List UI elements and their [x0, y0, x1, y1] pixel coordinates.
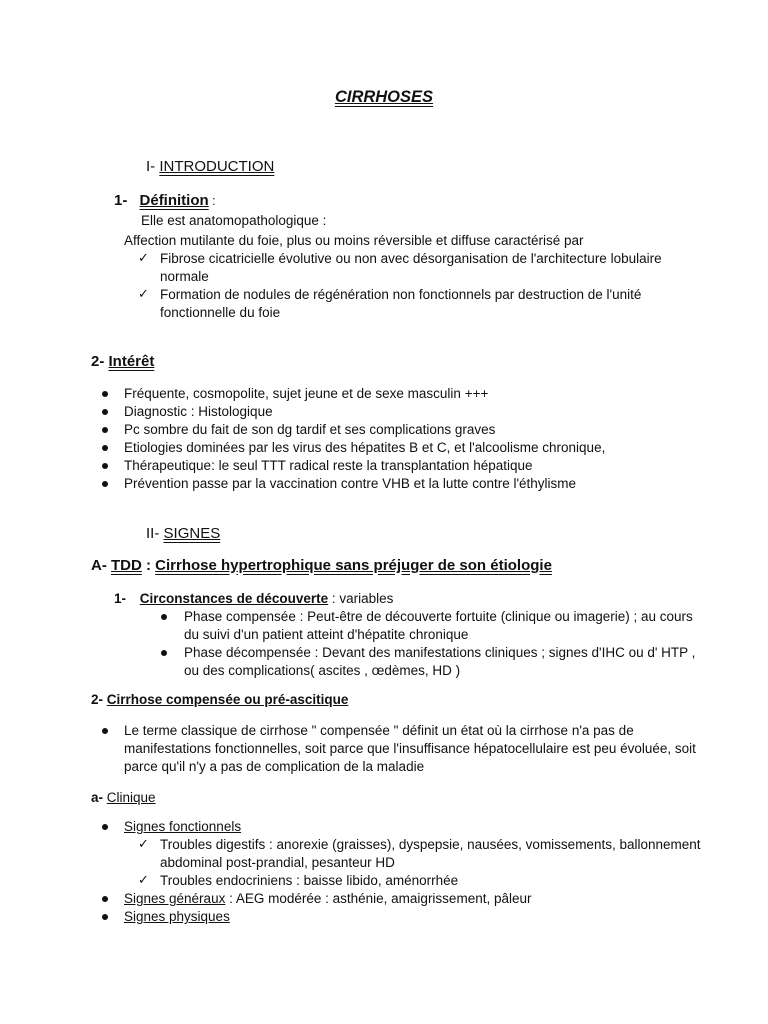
definition-check-1-line-1: Fibrose cicatricielle évolutive ou non avec désorganisation de l'architecture lobulaire	[160, 251, 662, 266]
signes-fonctionnels-label: Signes fonctionnels	[124, 819, 242, 834]
fonctionnels-check-1-line-2: abdominal post-prandial, pesanteur HD	[160, 855, 395, 870]
section-introduction-heading	[146, 158, 274, 176]
item-number: 2-	[91, 353, 105, 370]
circonstances-bullet-1-line-2: du suivi d'un patient atteint d'hépatite chronique	[184, 627, 469, 642]
section-title: INTRODUCTION	[159, 158, 275, 175]
interet-bullet-6: Prévention passe par la vaccination contre VHB et la lutte contre l'éthylisme	[124, 476, 577, 491]
item-number: 2-	[91, 692, 104, 707]
interet-bullet-1: Fréquente, cosmopolite, sujet jeune et de sexe masculin +++	[124, 386, 489, 401]
signes-generaux-label: Signes généraux	[124, 891, 226, 906]
section-signes-heading	[146, 525, 220, 543]
clinique-heading	[91, 789, 156, 807]
definition-check-2-line-2: fonctionnelle du foie	[160, 305, 281, 320]
bullet-icon	[102, 481, 108, 487]
bullet-icon	[102, 463, 108, 469]
bullet-icon	[102, 728, 108, 734]
bullet-icon	[161, 614, 167, 620]
bullet-icon	[102, 391, 108, 397]
document-title: CIRRHOSES	[334, 88, 434, 106]
interet-heading	[91, 353, 154, 371]
definition-heading	[114, 192, 216, 210]
section-number: II-	[146, 525, 160, 542]
signes-generaux-text: : AEG modérée : asthénie, amaigrissement, pâleur	[225, 891, 532, 906]
fonctionnels-check-1-line-1: Troubles digestifs : anorexie (graisses), dyspepsie, nausées, vomissements, ballonnement	[160, 837, 701, 852]
interet-bullet-4: Etiologies dominées par les virus des hépatites B et C, et l'alcoolisme chronique,	[124, 440, 606, 455]
definition-line-2: Affection mutilante du foie, plus ou moins réversible et diffuse caractérisé par	[124, 233, 584, 248]
item-number: 1-	[114, 192, 128, 209]
item-number: 1-	[114, 591, 127, 606]
circonstances-bullet-2-line-2: ou des complications( ascites , œdèmes, HD )	[184, 663, 461, 678]
tdd-label: TDD	[111, 557, 142, 574]
item-rest: : variables	[328, 591, 394, 606]
definition-check-2-line-1: Formation de nodules de régénération non fonctionnels par destruction de l'unité	[160, 287, 642, 302]
bullet-icon	[102, 914, 108, 920]
bullet-icon	[102, 409, 108, 415]
compensee-line-2: manifestations fonctionnelles, soit parce que l'insuffisance hépatocellulaire est peu évoluée, soit	[124, 741, 696, 756]
definition-line-1: Elle est anatomopathologique :	[141, 213, 327, 228]
bullet-icon	[102, 427, 108, 433]
section-number: I-	[146, 158, 156, 175]
compensee-heading	[91, 691, 348, 709]
interet-bullet-5: Thérapeutique: le seul TTT radical reste la transplantation hépatique	[124, 458, 533, 473]
item-label: Définition	[139, 192, 209, 209]
bullet-icon	[161, 650, 167, 656]
circonstances-heading	[114, 590, 393, 608]
item-label: Cirrhose compensée ou pré-ascitique	[106, 692, 349, 707]
item-colon: :	[208, 194, 216, 208]
circonstances-bullet-1-line-1: Phase compensée : Peut-être de découverte fortuite (clinique ou imagerie) ; au cours	[184, 609, 693, 624]
bullet-icon	[102, 824, 108, 830]
section-title: SIGNES	[163, 525, 221, 542]
compensee-line-3: parce qu'il n'y a pas de complication de la maladie	[124, 759, 425, 774]
interet-bullet-2: Diagnostic : Histologique	[124, 404, 273, 419]
definition-check-1-line-2: normale	[160, 269, 209, 284]
checkmark-icon: ✓	[138, 250, 149, 265]
item-number: a-	[91, 790, 104, 805]
interet-bullet-3: Pc sombre du fait de son dg tardif et ses complications graves	[124, 422, 496, 437]
signes-generaux-line	[124, 890, 531, 908]
item-label: Intérêt	[108, 353, 155, 370]
fonctionnels-check-2: Troubles endocriniens : baisse libido, aménorrhée	[160, 873, 459, 888]
tdd-heading	[91, 557, 552, 575]
tdd-title: Cirrhose hypertrophique sans préjuger de son étiologie	[155, 557, 552, 574]
checkmark-icon: ✓	[138, 872, 149, 887]
compensee-line-1: Le terme classique de cirrhose " compensée " définit un état où la cirrhose n'a pas de	[124, 723, 634, 738]
checkmark-icon: ✓	[138, 286, 149, 301]
signes-physiques-label: Signes physiques	[124, 909, 230, 924]
bullet-icon	[102, 445, 108, 451]
tdd-separator: :	[141, 557, 156, 574]
circonstances-bullet-2-line-1: Phase décompensée : Devant des manifestations cliniques ; signes d'IHC ou d' HTP ,	[184, 645, 696, 660]
item-label: Clinique	[106, 790, 156, 805]
tdd-prefix: A-	[91, 557, 107, 574]
bullet-icon	[102, 896, 108, 902]
item-label: Circonstances de découverte	[139, 591, 329, 606]
checkmark-icon: ✓	[138, 836, 149, 851]
